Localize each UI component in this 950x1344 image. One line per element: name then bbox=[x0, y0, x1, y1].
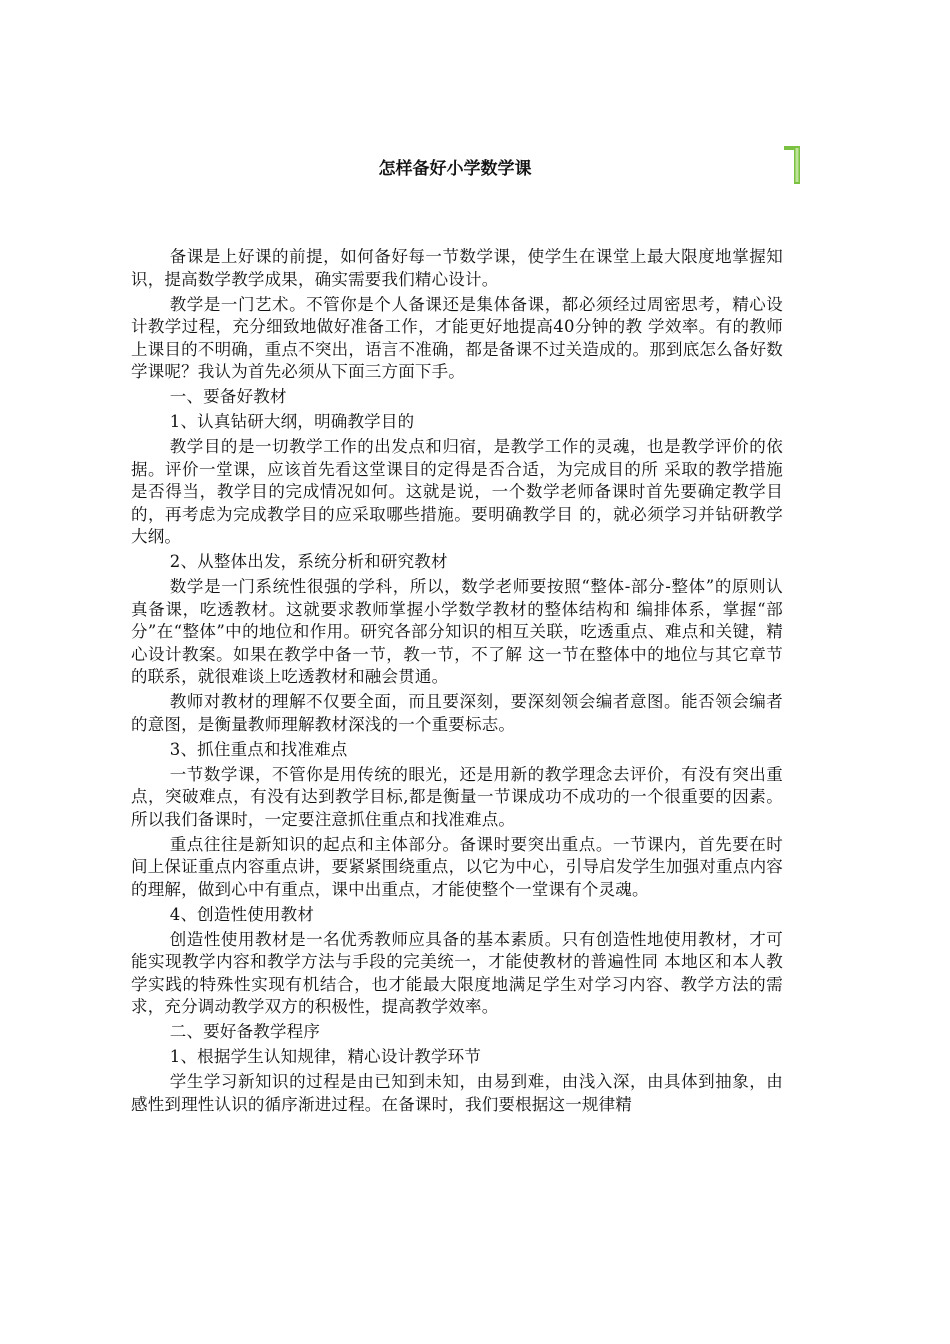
page-title: 怎样备好小学数学课 bbox=[378, 159, 532, 179]
paragraph: 一节数学课，不管你是用传统的眼光，还是用新的教学理念去评价，有没有突出重点，突破难点，有没有达到教学目标,都是衡量一节课成功不成功的一个很重要的因素。所以我们备课时，一定要注意抓住重点和找准难点。 bbox=[131, 764, 783, 829]
paragraph: 教学是一门艺术。不管你是个人备课还是集体备课，都必须经过周密思考，精心设计教学过程，充分细致地做好准备工作，才能更好地提高40分钟的教 学效率。有的教师上课目的不明确，重点不突出，语言不准确，都是备课不过关造成的。那到底怎么备好数学课呢？我认为首先必须从下面三方面下手。 bbox=[131, 294, 783, 381]
section-heading: 一、要备好教材 bbox=[169, 387, 287, 406]
paragraph: 重点往往是新知识的起点和主体部分。备课时要突出重点。一节课内，首先要在时间上保证重点内容重点讲，要紧紧围绕重点，以它为中心，引导启发学生加强对重点内容的理解，做到心中有重点，课中出重点，才能使整个一堂课有个灵魂。 bbox=[131, 834, 783, 899]
section-heading: 二、要好备教学程序 bbox=[169, 1022, 321, 1041]
subsection-heading: 4、创造性使用教材 bbox=[169, 904, 315, 924]
document-body bbox=[131, 246, 783, 1119]
paragraph: 教师对教材的理解不仅要全面，而且要深刻，要深刻领会编者意图。能否领会编者的意图，是衡量教师理解教材深浅的一个重要标志。 bbox=[131, 692, 783, 734]
subsection-heading: 2、从整体出发，系统分析和研究教材 bbox=[169, 552, 448, 571]
paragraph: 备课是上好课的前提，如何备好每一节数学课，使学生在课堂上最大限度地掌握知识，提高数学教学成果，确实需要我们精心设计。 bbox=[131, 247, 783, 289]
subsection-heading: 1、认真钻研大纲，明确教学目的 bbox=[169, 412, 415, 431]
subsection-heading: 3、抓住重点和找准难点 bbox=[169, 739, 348, 759]
paragraph: 创造性使用教材是一名优秀教师应具备的基本素质。只有创造性地使用教材，才可能实现教学内容和教学方法与手段的完美统一，才能使教材的普遍性同 本地区和本人教学实践的特殊性实现有机结合，也才能最大限度地满足学生对学习内容、教学方法的需求，充分调动教学双方的积极性，提高教学效率。 bbox=[131, 929, 783, 1016]
subsection-heading: 1、根据学生认知规律，精心设计教学环节 bbox=[169, 1047, 482, 1066]
paragraph: 学生学习新知识的过程是由已知到未知，由易到难，由浅入深，由具体到抽象，由感性到理性认识的循序渐进过程。在备课时，我们要根据这一规律精 bbox=[131, 1072, 783, 1114]
paragraph: 教学目的是一切教学工作的出发点和归宿，是教学工作的灵魂，也是教学评价的依据。评价一堂课，应该首先看这堂课目的定得是否合适，为完成目的所 采取的教学措施是否得当，教学目的完成情况如何。这就是说，一个数学老师备课时首先要确定教学目的，再考虑为完成教学目的应采取哪些措施。要明确教学目 的，就必须学习并钻研教学大纲。 bbox=[131, 437, 783, 546]
paragraph: 数学是一门系统性很强的学科，所以，数学老师要按照“整体-部分-整体”的原则认真备课，吃透教材。这就要求教师掌握小学数学教材的整体结构和 编排体系，掌握“部分”在“整体”中的地位和作用。研究各部分知识的相互关联，吃透重点、难点和关键，精心设计教案。如果在教学中备一节，教一节，不了解 这一节在整体中的地位与其它章节的联系，就很难谈上吃透教材和融会贯通。 bbox=[131, 577, 783, 686]
